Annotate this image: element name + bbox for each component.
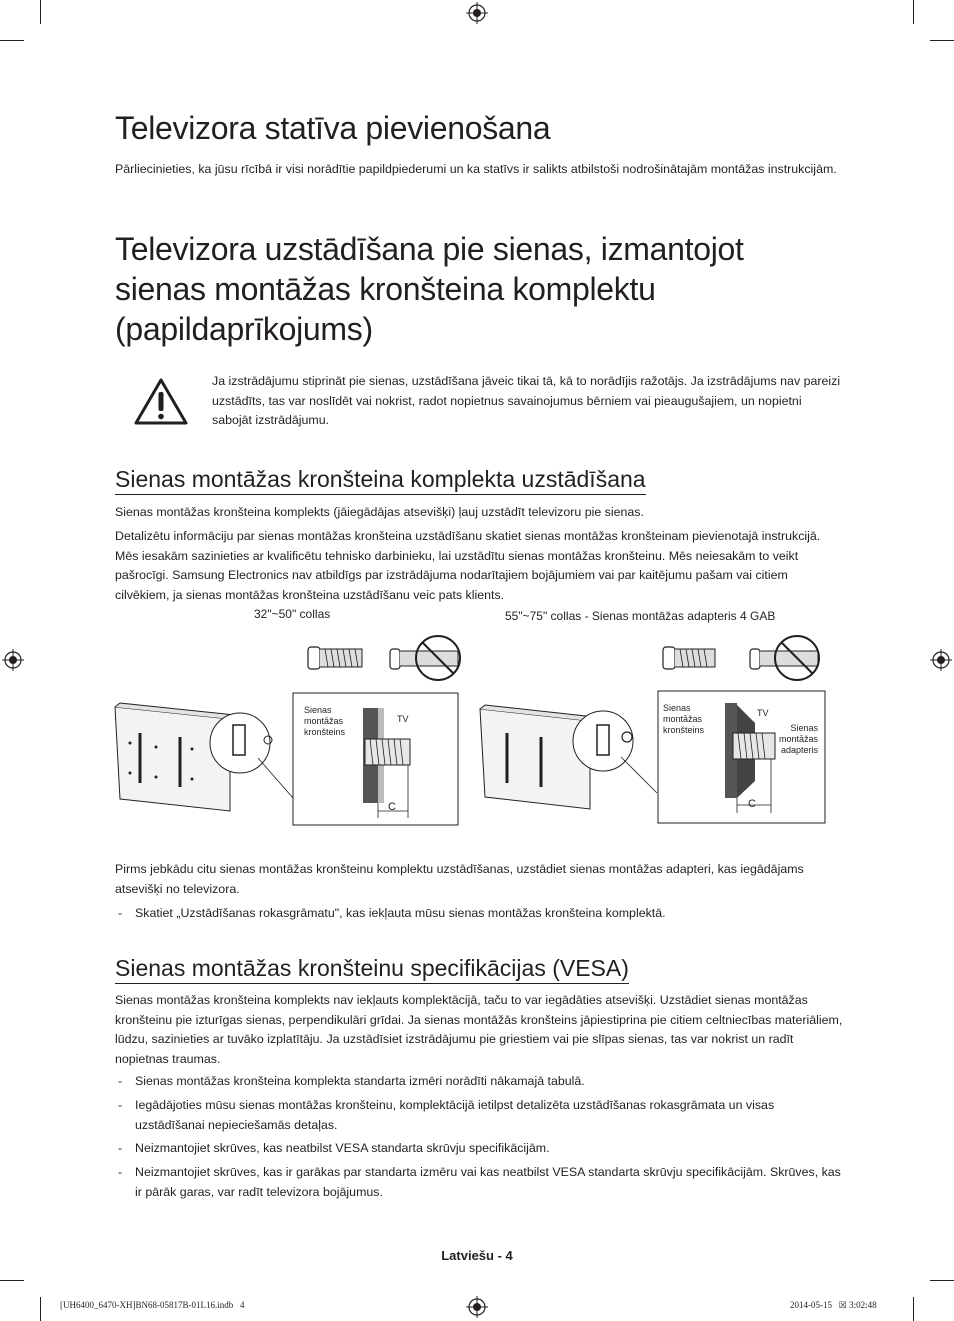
section-heading: Sienas montāžas kronšteinu specifikācijas (VESA)	[115, 954, 629, 984]
crop-mark	[40, 0, 41, 24]
prohibited-screw-icon	[750, 636, 819, 680]
crop-mark	[930, 40, 954, 41]
bullet-item: - Neizmantojiet skrūves, kas ir garākas par standarta izmēru vai kas neatbilst VESA standarta skrūvju specifikācijām. Skrūves, kas ir pārāk garas, var radīt televizora bojājumus.	[115, 1163, 843, 1202]
section-heading: Sienas montāžas kronšteina komplekta uzstādīšana	[115, 465, 646, 495]
warning-text: Ja izstrādājumu stiprināt pie sienas, uzstādīšana jāveic tikai tā, kā to norādījis ražotājs. Ja izstrādājums nav pareizi uzstādīts, tas var noslīdēt vai nokrist, radot nopietnus savainojumus bērniem vai pieaugušajiem, un nopietni sabojāt izstrādājumu.	[212, 374, 841, 427]
label-line: Sienas	[790, 723, 818, 733]
label-line: adapteris	[780, 745, 818, 755]
paragraph: Detalizētu informāciju par sienas montāžas kronšteina uzstādīšanu skatiet sienas montāžas kronšteinam pievienotajā instrukcijā. Mēs iesakām sazinieties ar kvalificētu tehnisko darbinieku, lai uzstādītu sienas montāžas kronšteinu. Mēs neiesakām to veikt pašrocīgi. Samsung Electronics nav atbildīgs par izstrādājuma nodarītajiem bojājumiem vai par kaitējumu pašam vai citiem cilvēkiem, ja sienas montāžas kronšteina uzstādīšanu veic pats klients.	[115, 529, 821, 602]
screw-icon	[663, 647, 715, 669]
paragraph: Sienas montāžas kronšteina komplekts (jāiegādājas atsevišķi) ļauj uzstādīt televizoru pie sienas.	[115, 505, 644, 519]
crop-mark	[0, 1280, 24, 1281]
label-line: montāžas	[663, 714, 703, 724]
figure-caption-left: 32"~50" collas	[254, 607, 331, 621]
screw-icon	[308, 647, 362, 669]
prohibited-screw-icon	[390, 636, 460, 680]
bracket-label-right	[663, 703, 704, 736]
crop-mark	[0, 40, 24, 41]
crop-mark	[40, 1297, 41, 1321]
paragraph: Sienas montāžas kronšteina komplekts nav iekļauts komplektācijā, taču to var iegādāties atsevišķi. Uzstādiet sienas montāžas kronšteinu pie izturīgas sienas, perpendikulāri grīdai. Ja sienas montāžās kronšteins jāpiestiprina pie citiem celtniecības materiāliem, lūdzu, sazinieties ar tuvāko izplatītāju. Ja uzstādīsiet izstrādājumu pie griestiem vai pie slīpas sienas, tas var nokrist un radīt nopietnas traumas.	[115, 993, 843, 1066]
registration-mark-icon	[466, 2, 488, 24]
label-line: montāžas	[304, 716, 344, 726]
crop-mark	[913, 0, 914, 24]
figure-caption-right: 55"~75" collas - Sienas montāžas adapteris 4 GAB	[505, 609, 776, 623]
adapter-label	[778, 723, 818, 756]
crop-mark	[913, 1297, 914, 1321]
c-dimension-label-right: C	[748, 798, 756, 810]
warning-triangle-icon	[133, 377, 189, 427]
file-info: [UH6400_6470-XH]BN68-05817B-01L16.indb 4	[60, 1300, 245, 1310]
intro-text: Pārliecinieties, ka jūsu rīcībā ir visi norādītie papildpiederumi un ka statīvs ir salikts atbilstoši nodrošinātajām montāžas instrukcijām.	[115, 162, 837, 176]
page-title: Televizora statīva pievienošana	[115, 110, 551, 146]
section-title-line: sienas montāžas kronšteina komplektu	[115, 271, 656, 307]
page-number: Latviešu - 4	[441, 1248, 513, 1263]
print-date: 2014-05-15 ☒ 3:02:48	[790, 1300, 877, 1310]
bullet-item: - Sienas montāžas kronšteina komplekta standarta izmēri norādīti nākamajā tabulā.	[115, 1072, 843, 1092]
bracket-label-left	[304, 705, 345, 738]
section-title-line: Televizora uzstādīšana pie sienas, izmantojot	[115, 231, 744, 267]
paragraph: Pirms jebkādu citu sienas montāžas kronšteinu komplektu uzstādīšanas, uzstādiet sienas montāžas adapteri, kas iegādājams atsevišķi no televizora.	[115, 862, 804, 896]
crop-mark	[930, 1280, 954, 1281]
bullet-item: - Neizmantojiet skrūves, kas neatbilst VESA standarta skrūvju specifikācijām.	[115, 1139, 843, 1159]
label-line: Sienas	[304, 705, 332, 715]
label-line: montāžas	[778, 734, 818, 744]
bullet-item: - Skatiet „Uzstādīšanas rokasgrāmatu", kas iekļauta mūsu sienas montāžas kronšteina komplektā.	[115, 904, 843, 924]
tv-label-right: TV	[757, 708, 769, 718]
registration-mark-icon	[2, 649, 24, 671]
label-line: Sienas	[663, 703, 691, 713]
registration-mark-icon	[466, 1296, 488, 1318]
registration-mark-icon	[930, 649, 952, 671]
c-dimension-label-left: C	[388, 801, 396, 813]
wall-mount-diagram-left	[110, 633, 470, 833]
section-title-line: (papildaprīkojums)	[115, 311, 373, 347]
label-line: kronšteins	[663, 725, 705, 735]
section-title	[115, 229, 744, 349]
tv-label-left: TV	[397, 714, 409, 724]
bullet-item: - Iegādājoties mūsu sienas montāžas kronšteinu, komplektācijā ietilpst detalizēta uzstādīšanas rokasgrāmata un visas uzstādīšanai nepieciešamās detaļas.	[115, 1096, 843, 1135]
label-line: kronšteins	[304, 727, 346, 737]
